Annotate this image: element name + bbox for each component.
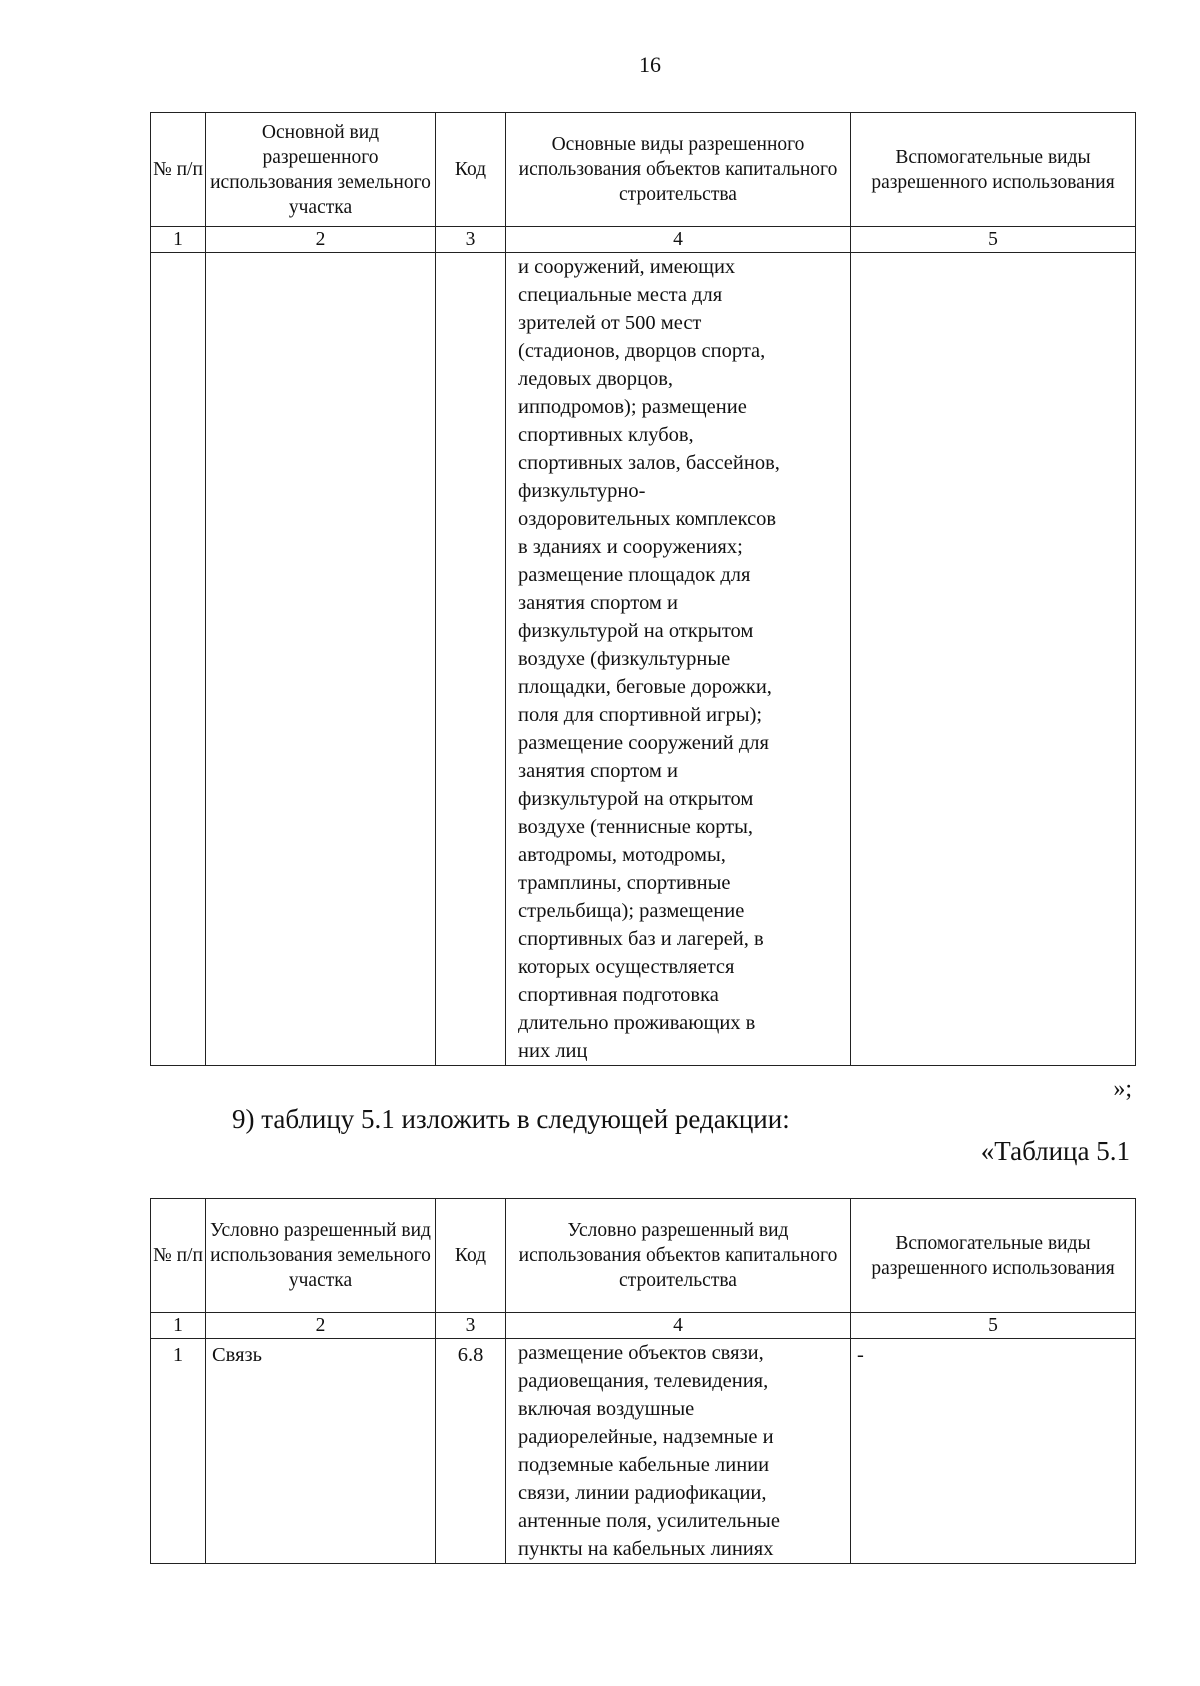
table-row — [151, 1339, 1136, 1564]
description-line: включая воздушные — [518, 1398, 695, 1420]
description-line: и сооружений, имеющих — [518, 256, 736, 278]
description-line: ипподромов); размещение — [518, 396, 747, 418]
description-lines — [518, 1339, 846, 1563]
description-line: пункты на кабельных линиях — [518, 1538, 774, 1560]
auxiliary-use-cell: - — [851, 1339, 1136, 1564]
code-cell: 6.8 — [436, 1339, 506, 1564]
description-line: воздухе (физкультурные — [518, 648, 731, 670]
column-number: 3 — [436, 1313, 506, 1339]
header-code: Код — [436, 1199, 506, 1313]
header-auxiliary-use: Вспомогательные виды разрешенного использования — [851, 113, 1136, 227]
column-number: 5 — [851, 227, 1136, 253]
land-use-type-cell: Связь — [206, 1339, 436, 1564]
description-line: спортивных клубов, — [518, 424, 694, 446]
description-line: размещение объектов связи, — [518, 1342, 764, 1364]
description-line: в зданиях и сооружениях; — [518, 536, 743, 558]
table-caption: «Таблица 5.1 — [980, 1136, 1130, 1166]
description-line: спортивных залов, бассейнов, — [518, 452, 780, 474]
description-line: спортивная подготовка — [518, 984, 719, 1006]
description-cell — [506, 1339, 851, 1564]
description-line: автодромы, мотодромы, — [518, 844, 726, 866]
row-number-cell — [151, 253, 206, 1066]
column-number: 3 — [436, 227, 506, 253]
header-auxiliary-use: Вспомогательные виды разрешенного использования — [851, 1199, 1136, 1313]
description-line: длительно проживающих в — [518, 1012, 756, 1034]
table-row — [151, 253, 1136, 1066]
description-line: физкультурой на открытом — [518, 788, 754, 810]
description-line: стрельбища); размещение — [518, 900, 745, 922]
column-number: 4 — [506, 227, 851, 253]
description-line: зрителей от 500 мест — [518, 312, 702, 334]
amendment-instruction: 9) таблицу 5.1 изложить в следующей редакции: — [232, 1104, 790, 1134]
land-use-table-continuation — [150, 112, 1136, 1066]
header-main-construction-use: Основные виды разрешенного использования объектов капитального строительства — [506, 113, 851, 227]
description-line: трамплины, спортивные — [518, 872, 731, 894]
description-lines — [518, 253, 846, 1065]
land-use-type-cell — [206, 253, 436, 1066]
description-line: размещение площадок для — [518, 564, 751, 586]
description-line: поля для спортивной игры); — [518, 704, 763, 726]
conditional-land-use-table — [150, 1198, 1136, 1564]
column-number: 4 — [506, 1313, 851, 1339]
description-line: них лиц — [518, 1040, 588, 1062]
header-code: Код — [436, 113, 506, 227]
auxiliary-use-cell — [851, 253, 1136, 1066]
header-conditional-construction-use: Условно разрешенный вид использования объектов капитального строительства — [506, 1199, 851, 1313]
closing-quote: »; — [1113, 1076, 1132, 1102]
description-cell — [506, 253, 851, 1066]
row-number-cell: 1 — [151, 1339, 206, 1564]
description-line: связи, линии радиофикации, — [518, 1482, 767, 1504]
column-number: 2 — [206, 1313, 436, 1339]
page-number: 16 — [639, 52, 661, 77]
description-line: спортивных баз и лагерей, в — [518, 928, 764, 950]
code-cell — [436, 253, 506, 1066]
description-line: радиорелейные, надземные и — [518, 1426, 774, 1448]
description-line: физкультурно- — [518, 480, 646, 502]
description-line: физкультурой на открытом — [518, 620, 754, 642]
description-line: площадки, беговые дорожки, — [518, 676, 772, 698]
description-line: занятия спортом и — [518, 592, 678, 614]
description-line: подземные кабельные линии — [518, 1454, 770, 1476]
header-number: № п/п — [151, 1199, 206, 1313]
column-number: 1 — [151, 227, 206, 253]
description-line: размещение сооружений для — [518, 732, 769, 754]
header-conditional-land-use-type: Условно разрешенный вид использования земельного участка — [206, 1199, 436, 1313]
description-line: которых осуществляется — [518, 956, 735, 978]
description-line: занятия спортом и — [518, 760, 678, 782]
description-line: специальные места для — [518, 284, 723, 306]
description-line: радиовещания, телевидения, — [518, 1370, 769, 1392]
description-line: (стадионов, дворцов спорта, — [518, 340, 766, 362]
description-line: оздоровительных комплексов — [518, 508, 777, 530]
column-number: 5 — [851, 1313, 1136, 1339]
description-line: ледовых дворцов, — [518, 368, 674, 390]
column-number: 2 — [206, 227, 436, 253]
description-line: воздухе (теннисные корты, — [518, 816, 754, 838]
header-number: № п/п — [151, 113, 206, 227]
header-main-land-use-type: Основной вид разрешенного использования земельного участка — [206, 113, 436, 227]
column-number: 1 — [151, 1313, 206, 1339]
description-line: антенные поля, усилительные — [518, 1510, 780, 1532]
